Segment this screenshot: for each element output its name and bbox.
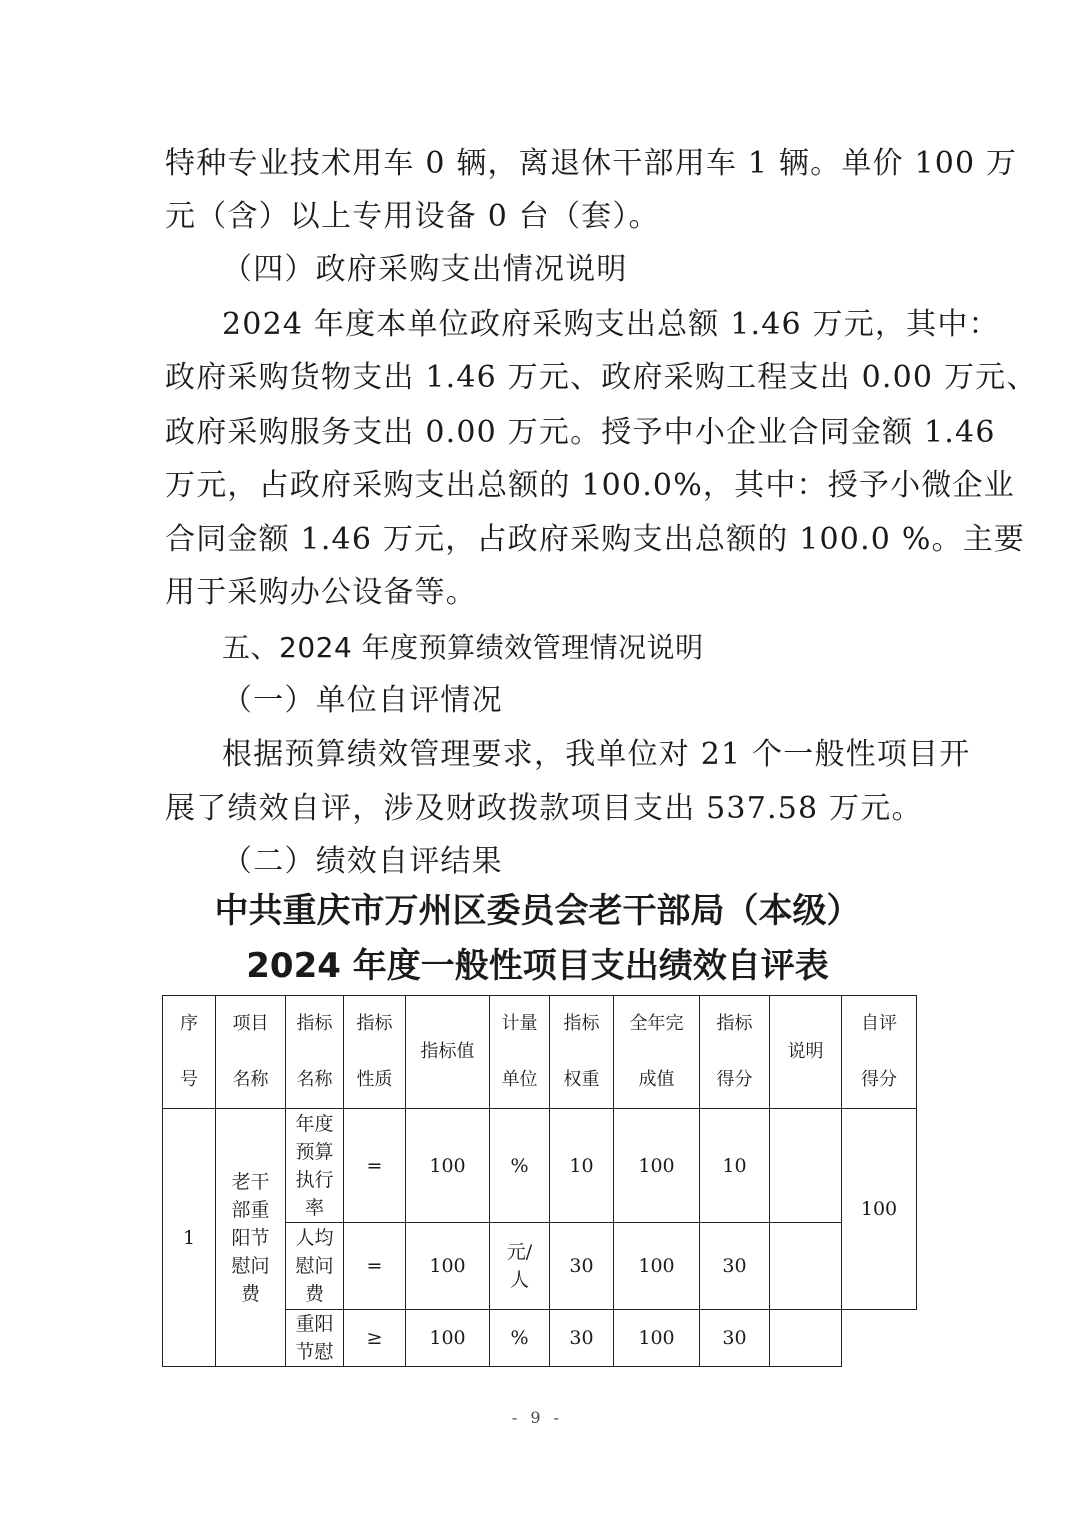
cell-weight: 10: [550, 1109, 614, 1223]
header-indicator-value: 指标值: [406, 996, 490, 1109]
paragraph-line: 根据预算绩效管理要求，我单位对 21 个一般性项目开: [222, 737, 971, 772]
page-number: - 9 -: [511, 1408, 564, 1427]
cell-nature: =: [344, 1109, 406, 1223]
paragraph-line: 用于采购办公设备等。: [165, 575, 477, 610]
section-heading-5: 五、2024 年度预算绩效管理情况说明: [222, 631, 704, 664]
table-row: [163, 1109, 917, 1223]
table-title-line1: 中共重庆市万州区委员会老干部局（本级）: [214, 891, 861, 931]
paragraph-line: 特种专业技术用车 0 辆，离退休干部用车 1 辆。单价 100 万: [165, 146, 1018, 181]
cell-indicator-name: 重阳节慰: [286, 1310, 344, 1367]
paragraph-line: 展了绩效自评，涉及财政拨款项目支出 537.58 万元。: [165, 791, 923, 826]
header-score: 指标 得分: [700, 996, 770, 1109]
cell-indicator-name: 年度预算执行率: [286, 1109, 344, 1223]
header-self-score: 自评 得分: [842, 996, 917, 1109]
cell-weight: 30: [550, 1223, 614, 1310]
cell-unit: %: [490, 1310, 550, 1367]
cell-note: [770, 1223, 842, 1310]
subsection-heading-2: （二）绩效自评结果: [222, 844, 503, 879]
cell-score: 10: [700, 1109, 770, 1223]
cell-unit: %: [490, 1109, 550, 1223]
cell-index: 1: [163, 1109, 216, 1367]
table-title-line2: 2024 年度一般性项目支出绩效自评表: [246, 946, 829, 986]
header-completed: 全年完 成值: [614, 996, 700, 1109]
cell-value: 100: [406, 1109, 490, 1223]
paragraph-line: 元（含）以上专用设备 0 台（套）。: [165, 199, 660, 234]
header-weight: 指标 权重: [550, 996, 614, 1109]
header-index: 序 号: [163, 996, 216, 1109]
cell-completed: 100: [614, 1223, 700, 1310]
section-heading-4: （四）政府采购支出情况说明: [222, 252, 628, 287]
cell-completed: 100: [614, 1310, 700, 1367]
header-indicator-name: 指标 名称: [286, 996, 344, 1109]
table-header-row: [163, 996, 917, 1109]
header-indicator-nature: 指标 性质: [344, 996, 406, 1109]
cell-completed: 100: [614, 1109, 700, 1223]
subsection-heading-1: （一）单位自评情况: [222, 683, 503, 718]
cell-value: 100: [406, 1223, 490, 1310]
performance-table: [162, 995, 917, 1367]
cell-nature: =: [344, 1223, 406, 1310]
cell-score: 30: [700, 1223, 770, 1310]
cell-score: 30: [700, 1310, 770, 1367]
cell-unit: 元/人: [490, 1223, 550, 1310]
paragraph-line: 2024 年度本单位政府采购支出总额 1.46 万元，其中：: [222, 307, 1000, 342]
cell-project-name: 老干部重阳节慰问费: [216, 1109, 286, 1367]
header-note: 说明: [770, 996, 842, 1109]
cell-note: [770, 1310, 842, 1367]
cell-indicator-name: 人均慰问费: [286, 1223, 344, 1310]
cell-weight: 30: [550, 1310, 614, 1367]
cell-self-score: 100: [842, 1109, 917, 1310]
cell-nature: ≥: [344, 1310, 406, 1367]
cell-note: [770, 1109, 842, 1223]
cell-value: 100: [406, 1310, 490, 1367]
paragraph-line: 政府采购货物支出 1.46 万元、政府采购工程支出 0.00 万元、: [165, 360, 1038, 395]
paragraph-line: 万元，占政府采购支出总额的 100.0%，其中：授予小微企业: [165, 468, 1015, 503]
header-project-name: 项目 名称: [216, 996, 286, 1109]
paragraph-line: 合同金额 1.46 万元，占政府采购支出总额的 100.0 %。主要: [165, 522, 1026, 557]
paragraph-line: 政府采购服务支出 0.00 万元。授予中小企业合同金额 1.46: [165, 415, 996, 450]
header-unit: 计量 单位: [490, 996, 550, 1109]
